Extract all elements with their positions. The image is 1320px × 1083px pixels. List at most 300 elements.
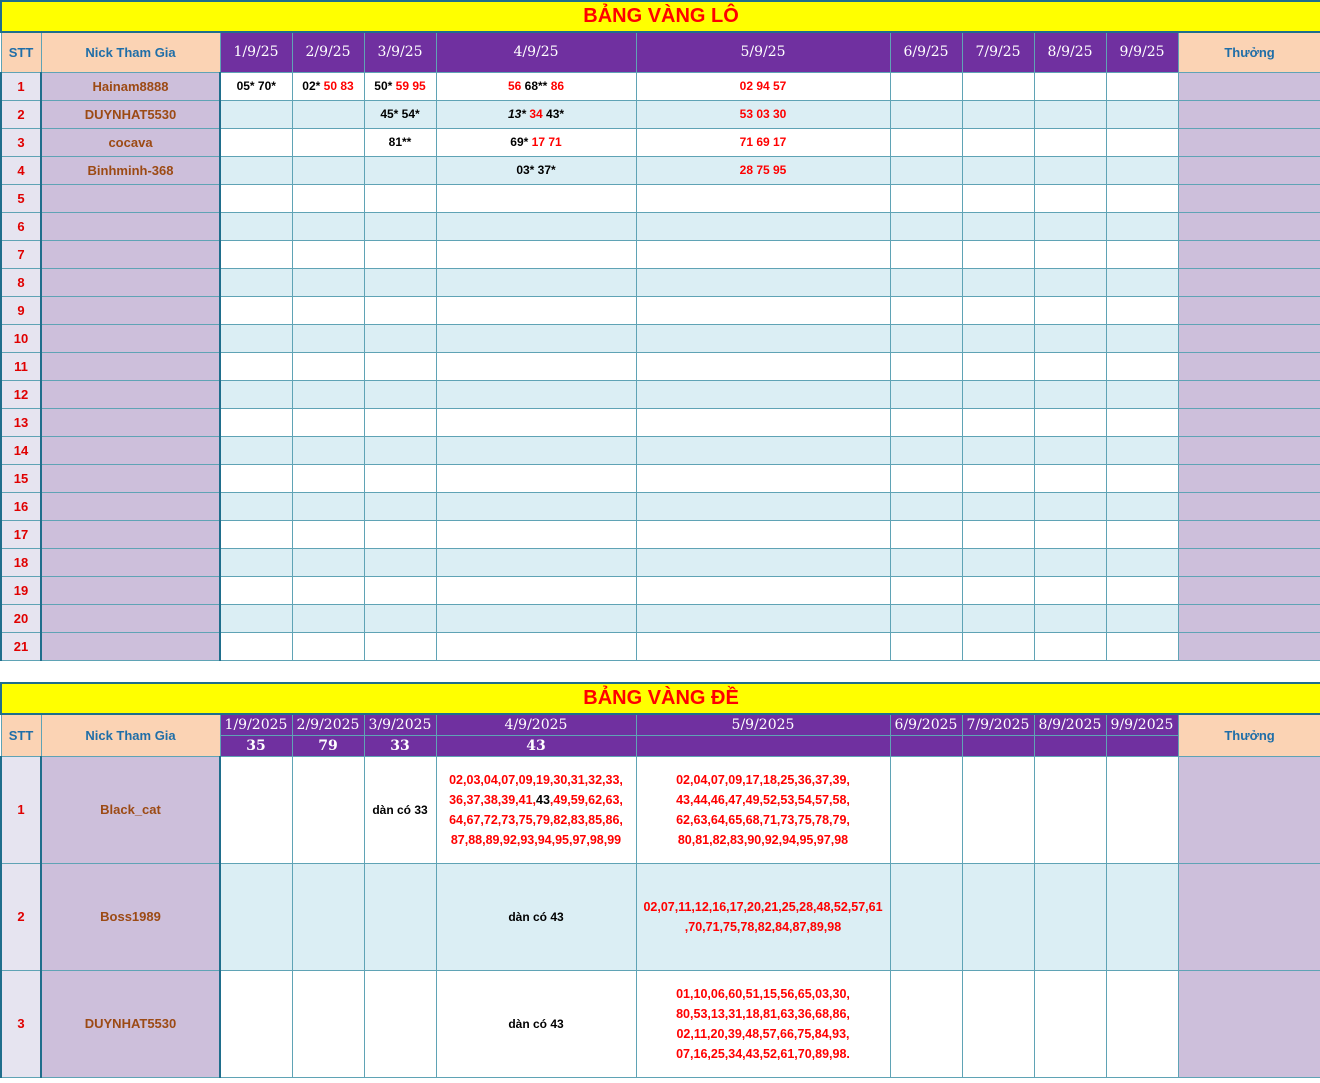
lo-header-date: 5/9/25 <box>636 32 890 72</box>
lo-row <box>1 464 1320 492</box>
cell-day3 <box>364 436 436 464</box>
lo-row <box>1 576 1320 604</box>
cell-day2 <box>292 212 364 240</box>
cell-day1 <box>220 464 292 492</box>
cell <box>890 436 962 464</box>
cell <box>1034 632 1106 660</box>
cell-day4: dàn có 43 <box>436 970 636 1077</box>
row-stt: 11 <box>1 352 41 380</box>
cell <box>890 324 962 352</box>
pick-line: 07,16,25,34,43,52,61,70,89,98. <box>676 1046 850 1061</box>
cell-day4 <box>436 296 636 324</box>
row-nick <box>41 548 220 576</box>
pick: 02* <box>302 79 321 93</box>
cell <box>962 408 1034 436</box>
pick-line: 02,04,07,09,17,18,25,36,37,39, <box>676 772 850 787</box>
cell <box>962 156 1034 184</box>
cell <box>1106 296 1178 324</box>
de-result: 35 <box>220 735 292 756</box>
pick-line: 62,63,64,65,68,71,73,75,78,79, <box>676 812 850 827</box>
row-nick: DUYNHAT5530 <box>41 100 220 128</box>
cell-day2 <box>292 548 364 576</box>
cell-thuong <box>1178 268 1320 296</box>
cell-thuong <box>1178 863 1320 970</box>
cell <box>1034 520 1106 548</box>
cell-day5 <box>636 240 890 268</box>
cell-day4 <box>436 520 636 548</box>
cell-day5 <box>636 604 890 632</box>
row-stt: 1 <box>1 72 41 100</box>
pick: 03* 37* <box>516 163 556 177</box>
pick: 86 <box>550 79 565 93</box>
cell-day5 <box>636 520 890 548</box>
cell <box>1106 100 1178 128</box>
cell <box>890 268 962 296</box>
lo-row <box>1 240 1320 268</box>
cell <box>1106 548 1178 576</box>
lo-row <box>1 632 1320 660</box>
cell <box>890 100 962 128</box>
cell-thuong <box>1178 464 1320 492</box>
cell-day1 <box>220 324 292 352</box>
cell-day3: dàn có 33 <box>364 756 436 863</box>
cell-day4 <box>436 492 636 520</box>
cell-day5 <box>636 756 890 863</box>
cell-day3 <box>364 576 436 604</box>
cell <box>1106 632 1178 660</box>
cell-day2 <box>292 324 364 352</box>
cell-day4 <box>436 72 636 100</box>
cell <box>962 268 1034 296</box>
cell-day2 <box>292 464 364 492</box>
pick: 34 <box>529 107 543 121</box>
cell-day3 <box>364 604 436 632</box>
cell <box>962 212 1034 240</box>
cell-day5 <box>636 492 890 520</box>
lo-header-date: 3/9/25 <box>364 32 436 72</box>
pick: 50 83 <box>323 79 354 93</box>
de-header-nick: Nick Tham Gia <box>41 714 220 756</box>
lo-row <box>1 212 1320 240</box>
row-nick: Boss1989 <box>41 863 220 970</box>
cell-day3 <box>364 184 436 212</box>
de-result <box>1034 735 1106 756</box>
row-stt: 2 <box>1 100 41 128</box>
cell-day5: 71 69 17 <box>636 128 890 156</box>
cell <box>1034 352 1106 380</box>
cell <box>890 756 962 863</box>
de-result: 33 <box>364 735 436 756</box>
lo-row <box>1 436 1320 464</box>
cell-day4 <box>436 128 636 156</box>
row-nick: DUYNHAT5530 <box>41 970 220 1077</box>
de-header-date: 6/9/2025 <box>890 714 962 735</box>
row-stt: 13 <box>1 408 41 436</box>
de-row <box>1 863 1320 970</box>
cell-day5: 53 03 30 <box>636 100 890 128</box>
cell-day1 <box>220 548 292 576</box>
cell-thuong <box>1178 520 1320 548</box>
cell-day1: 05* 70* <box>220 72 292 100</box>
cell <box>962 520 1034 548</box>
cell-day1 <box>220 128 292 156</box>
pick: 59 95 <box>395 79 426 93</box>
cell <box>1106 408 1178 436</box>
row-nick <box>41 464 220 492</box>
de-header-date: 3/9/2025 <box>364 714 436 735</box>
cell-thuong <box>1178 604 1320 632</box>
lo-row <box>1 156 1320 184</box>
cell-day3 <box>364 156 436 184</box>
lo-row <box>1 408 1320 436</box>
lo-row <box>1 548 1320 576</box>
cell-day3 <box>364 268 436 296</box>
row-stt: 21 <box>1 632 41 660</box>
cell <box>890 352 962 380</box>
cell-day5 <box>636 380 890 408</box>
cell-day4 <box>436 380 636 408</box>
cell-day2 <box>292 520 364 548</box>
cell <box>962 756 1034 863</box>
de-header-date: 2/9/2025 <box>292 714 364 735</box>
cell <box>890 548 962 576</box>
row-stt: 15 <box>1 464 41 492</box>
cell <box>1034 184 1106 212</box>
cell-day2 <box>292 240 364 268</box>
lo-header-date: 4/9/25 <box>436 32 636 72</box>
de-header-date: 9/9/2025 <box>1106 714 1178 735</box>
row-stt: 12 <box>1 380 41 408</box>
cell <box>1034 212 1106 240</box>
cell <box>1106 576 1178 604</box>
lo-row <box>1 128 1320 156</box>
row-nick: Black_cat <box>41 756 220 863</box>
cell-day5: 28 75 95 <box>636 156 890 184</box>
pick: 68** <box>524 79 548 93</box>
pick-line: 36,37,38,39,41, <box>449 792 536 807</box>
cell-day3 <box>364 408 436 436</box>
de-header-date: 7/9/2025 <box>962 714 1034 735</box>
cell <box>962 436 1034 464</box>
cell <box>1106 212 1178 240</box>
lo-row <box>1 100 1320 128</box>
cell-thuong <box>1178 548 1320 576</box>
cell-day5 <box>636 632 890 660</box>
row-stt: 1 <box>1 756 41 863</box>
bang-vang-de-table <box>0 682 1320 1078</box>
cell <box>1106 72 1178 100</box>
cell-thuong <box>1178 576 1320 604</box>
cell <box>1106 863 1178 970</box>
cell-day2 <box>292 632 364 660</box>
cell <box>890 212 962 240</box>
de-row <box>1 756 1320 863</box>
cell-day3 <box>364 632 436 660</box>
pick-line: 87,88,89,92,93,94,95,97,98,99 <box>450 832 622 847</box>
cell-day4 <box>436 184 636 212</box>
cell <box>962 632 1034 660</box>
cell <box>1034 970 1106 1077</box>
cell <box>962 128 1034 156</box>
cell-day1 <box>220 632 292 660</box>
row-nick <box>41 184 220 212</box>
cell <box>962 100 1034 128</box>
cell <box>890 970 962 1077</box>
lo-row <box>1 296 1320 324</box>
pick: 69* <box>510 135 529 149</box>
cell-day5 <box>636 863 890 970</box>
pick-line: 02,03,04,07,09,19,30,31,32,33, <box>449 772 623 787</box>
cell-day5 <box>636 212 890 240</box>
cell-day1 <box>220 576 292 604</box>
cell <box>1106 436 1178 464</box>
cell-day3 <box>364 464 436 492</box>
cell-day2 <box>292 352 364 380</box>
cell <box>962 464 1034 492</box>
cell-day1 <box>220 352 292 380</box>
cell-day2 <box>292 604 364 632</box>
cell-thuong <box>1178 408 1320 436</box>
lo-row <box>1 380 1320 408</box>
cell-day4: dàn có 43 <box>436 863 636 970</box>
cell-day2 <box>292 576 364 604</box>
cell <box>1034 128 1106 156</box>
cell-day5 <box>636 548 890 576</box>
cell <box>890 492 962 520</box>
cell-day5: 02 94 57 <box>636 72 890 100</box>
cell <box>962 863 1034 970</box>
de-title: BẢNG VÀNG ĐỀ <box>1 683 1320 714</box>
row-nick <box>41 324 220 352</box>
lo-header-thuong: Thưởng <box>1178 32 1320 72</box>
cell-day3 <box>364 128 436 156</box>
cell-day1 <box>220 296 292 324</box>
cell-day5 <box>636 576 890 604</box>
pick-line: 80,53,13,31,18,81,63,36,68,86, <box>676 1006 850 1021</box>
de-header-date: 1/9/2025 <box>220 714 292 735</box>
pick: 45* 54* <box>380 107 420 121</box>
cell-day5 <box>636 352 890 380</box>
row-nick <box>41 492 220 520</box>
cell-day1 <box>220 408 292 436</box>
cell <box>962 72 1034 100</box>
pick-line: ,70,71,75,78,82,84,87,89,98 <box>684 919 842 934</box>
lo-header-stt: STT <box>1 32 41 72</box>
cell-day1 <box>220 436 292 464</box>
cell-day4 <box>436 632 636 660</box>
cell-day2 <box>292 100 364 128</box>
pick: 50* <box>374 79 393 93</box>
lo-row <box>1 604 1320 632</box>
cell <box>1106 464 1178 492</box>
cell <box>1106 184 1178 212</box>
cell <box>962 240 1034 268</box>
cell <box>1034 296 1106 324</box>
cell <box>1034 268 1106 296</box>
lo-header-date: 8/9/25 <box>1034 32 1106 72</box>
row-stt: 18 <box>1 548 41 576</box>
lo-header-date: 6/9/25 <box>890 32 962 72</box>
cell-day3 <box>364 548 436 576</box>
row-nick <box>41 520 220 548</box>
cell-day1 <box>220 268 292 296</box>
de-header-date: 5/9/2025 <box>636 714 890 735</box>
row-nick: cocava <box>41 128 220 156</box>
cell-day4 <box>436 212 636 240</box>
pick: 17 71 <box>531 135 562 149</box>
cell-day2 <box>292 408 364 436</box>
cell <box>962 352 1034 380</box>
pick: 43* <box>546 107 565 121</box>
cell <box>292 863 364 970</box>
row-nick <box>41 576 220 604</box>
cell <box>1034 380 1106 408</box>
cell-thuong <box>1178 352 1320 380</box>
row-nick <box>41 632 220 660</box>
cell <box>890 408 962 436</box>
cell-thuong <box>1178 72 1320 100</box>
cell <box>1034 863 1106 970</box>
de-result <box>962 735 1034 756</box>
de-result <box>636 735 890 756</box>
cell-day2 <box>292 128 364 156</box>
row-stt: 9 <box>1 296 41 324</box>
row-nick <box>41 240 220 268</box>
pick-line: 43,44,46,47,49,52,53,54,57,58, <box>676 792 850 807</box>
lo-header-date: 2/9/25 <box>292 32 364 72</box>
pick: 56 <box>507 79 522 93</box>
pick: 13* <box>507 107 526 121</box>
cell <box>890 380 962 408</box>
cell-day1 <box>220 520 292 548</box>
cell-day5 <box>636 970 890 1077</box>
cell <box>1034 464 1106 492</box>
cell <box>1034 436 1106 464</box>
cell <box>1034 492 1106 520</box>
cell-day2 <box>292 380 364 408</box>
cell-day4 <box>436 156 636 184</box>
cell-day4 <box>436 464 636 492</box>
cell-day4 <box>436 240 636 268</box>
cell <box>962 576 1034 604</box>
cell <box>1106 492 1178 520</box>
row-nick <box>41 436 220 464</box>
cell <box>890 520 962 548</box>
row-nick <box>41 212 220 240</box>
cell <box>1106 268 1178 296</box>
cell <box>364 970 436 1077</box>
row-stt: 6 <box>1 212 41 240</box>
lo-header-date: 1/9/25 <box>220 32 292 72</box>
cell-day3 <box>364 380 436 408</box>
cell <box>962 548 1034 576</box>
de-header-date: 8/9/2025 <box>1034 714 1106 735</box>
de-result <box>890 735 962 756</box>
cell-day3 <box>364 352 436 380</box>
cell-day4 <box>436 408 636 436</box>
cell <box>1034 324 1106 352</box>
cell <box>1106 240 1178 268</box>
cell <box>364 863 436 970</box>
pick: 81** <box>388 135 412 149</box>
cell-day1 <box>220 380 292 408</box>
cell-day1 <box>220 492 292 520</box>
cell-day1 <box>220 212 292 240</box>
cell-day5 <box>636 464 890 492</box>
pick-line: 02,07,11,12,16,17,20,21,25,28,48,52,57,61 <box>643 899 883 914</box>
row-stt: 10 <box>1 324 41 352</box>
cell-day5 <box>636 184 890 212</box>
cell-thuong <box>1178 296 1320 324</box>
row-nick <box>41 296 220 324</box>
pick-line: 80,81,82,83,90,92,94,95,97,98 <box>677 832 849 847</box>
cell-day2 <box>292 268 364 296</box>
cell-thuong <box>1178 756 1320 863</box>
cell-day4 <box>436 604 636 632</box>
lo-title: BẢNG VÀNG LÔ <box>1 1 1320 32</box>
row-stt: 19 <box>1 576 41 604</box>
de-row <box>1 970 1320 1077</box>
cell <box>890 240 962 268</box>
cell-thuong <box>1178 156 1320 184</box>
cell-thuong <box>1178 380 1320 408</box>
lo-row <box>1 268 1320 296</box>
cell <box>890 156 962 184</box>
cell <box>962 184 1034 212</box>
row-stt: 3 <box>1 128 41 156</box>
cell <box>962 296 1034 324</box>
cell <box>1106 128 1178 156</box>
row-nick <box>41 268 220 296</box>
cell-thuong <box>1178 970 1320 1077</box>
cell-day4 <box>436 324 636 352</box>
cell-day1 <box>220 604 292 632</box>
pick-line: 02,11,20,39,48,57,66,75,84,93, <box>676 1026 850 1041</box>
row-stt: 7 <box>1 240 41 268</box>
cell <box>890 72 962 100</box>
cell <box>890 296 962 324</box>
cell-day4 <box>436 352 636 380</box>
cell <box>1034 100 1106 128</box>
cell-thuong <box>1178 212 1320 240</box>
cell <box>1034 240 1106 268</box>
row-nick: Hainam8888 <box>41 72 220 100</box>
row-stt: 16 <box>1 492 41 520</box>
cell-day4 <box>436 576 636 604</box>
cell <box>1034 756 1106 863</box>
cell-day1 <box>220 184 292 212</box>
pick-line: ,49,59,62,63, <box>549 792 623 807</box>
de-header-stt: STT <box>1 714 41 756</box>
lo-header-date: 9/9/25 <box>1106 32 1178 72</box>
row-stt: 4 <box>1 156 41 184</box>
cell <box>890 184 962 212</box>
row-nick <box>41 604 220 632</box>
cell-day4 <box>436 268 636 296</box>
cell-thuong <box>1178 240 1320 268</box>
cell-day4 <box>436 756 636 863</box>
cell <box>292 756 364 863</box>
lo-header-nick: Nick Tham Gia <box>41 32 220 72</box>
cell-thuong <box>1178 128 1320 156</box>
cell-day3 <box>364 520 436 548</box>
cell <box>1106 970 1178 1077</box>
cell <box>1034 72 1106 100</box>
cell-day3 <box>364 212 436 240</box>
cell <box>1106 520 1178 548</box>
cell-day3 <box>364 72 436 100</box>
cell-day5 <box>636 296 890 324</box>
